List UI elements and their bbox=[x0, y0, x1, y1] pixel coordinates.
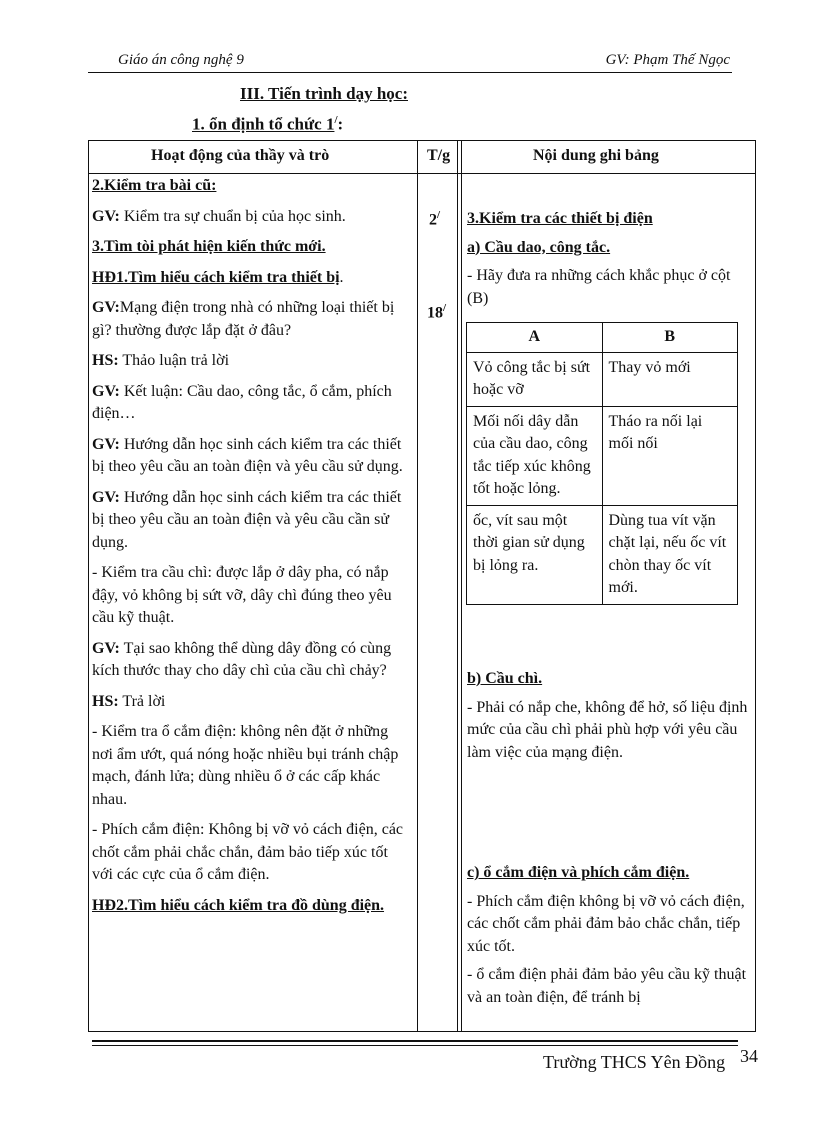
col-divider-3 bbox=[461, 141, 462, 1031]
right-heading-c: c) ổ cắm điện và phích cắm điện. bbox=[467, 864, 690, 881]
table-cell: Vỏ công tắc bị sứt hoặc vỡ bbox=[467, 352, 603, 406]
table-cell: Tháo ra nối lại mối nối bbox=[602, 406, 738, 505]
content-block-b bbox=[467, 668, 755, 770]
left-para-14: - Phích cắm điện: Không bị vỡ vỏ cách điện, các chốt cắm phải chắc chắn, đảm bảo tiếp xúc tốt với các cực của ổ cắm điện. bbox=[92, 821, 404, 883]
subsection-title bbox=[192, 114, 343, 135]
table-cell: Dùng tua vít vặn chặt lại, nếu ốc vít chòn thay ốc vít mới. bbox=[602, 505, 738, 604]
col-header-time: T/g bbox=[427, 147, 451, 164]
table-cell: ốc, vít sau một thời gian sử dụng bị lỏng ra. bbox=[467, 505, 603, 604]
header-subject: Giáo án công nghệ 9 bbox=[118, 52, 244, 68]
right-para-3: - Phích cắm điện không bị vỡ vỏ cách điện, các chốt cắm phải đảm bảo chắc chắn, tiếp xúc tốt. bbox=[467, 892, 745, 955]
table-row bbox=[467, 505, 738, 604]
col-divider-2 bbox=[457, 141, 458, 1031]
content-block-c bbox=[467, 862, 755, 1015]
left-para-12: HS: Trả lời bbox=[92, 692, 166, 710]
left-para-2: GV: Kiểm tra sự chuẩn bị của học sinh. bbox=[92, 207, 346, 225]
subsection-tail: : bbox=[337, 114, 344, 134]
left-para-10: - Kiểm tra cầu chì: được lắp ở dây pha, có nắp đậy, vỏ không bị sứt vỡ, dây chì đúng theo yêu cầu kỹ thuật. bbox=[92, 564, 392, 626]
left-heading-review: 2.Kiểm tra bài cũ: bbox=[92, 177, 217, 194]
prime-mark: / bbox=[334, 114, 338, 126]
col-header-activities: Hoạt động của thầy và trò bbox=[151, 147, 330, 164]
footer-rule-thick bbox=[92, 1040, 738, 1042]
right-para-4: - ổ cắm điện phải đảm bảo yêu cầu kỹ thuật và an toàn điện, để tránh bị bbox=[467, 966, 747, 1006]
subsection-label: 1. ổn định tổ chức 1 bbox=[192, 114, 335, 134]
left-para-9: GV: Hướng dẫn học sinh cách kiểm tra các thiết bị theo yêu cầu an toàn điện và yêu cầu cần sử dụng. bbox=[92, 488, 402, 551]
left-heading-hd2: HĐ2.Tìm hiểu cách kiểm tra đồ dùng điện. bbox=[92, 896, 385, 914]
header-teacher: GV: Phạm Thế Ngọc bbox=[605, 52, 730, 68]
table-row bbox=[467, 352, 738, 406]
right-para-1: - Hãy đưa ra những cách khắc phục ở cột (B) bbox=[467, 267, 731, 307]
left-para-8: GV: Hướng dẫn học sinh cách kiểm tra các thiết bị theo yêu cầu an toàn điện và yêu cầu sử dụng. bbox=[92, 435, 403, 475]
col-divider-1 bbox=[417, 141, 418, 1031]
fix-methods-table bbox=[466, 322, 738, 605]
table-cell: Thay vỏ mới bbox=[602, 352, 738, 406]
left-para-5: GV:Mạng điện trong nhà có những loại thiết bị gì? thường được lắp đặt ở đâu? bbox=[92, 299, 395, 339]
left-para-11: GV: Tại sao không thể dùng dây đồng có cùng kích thước thay cho dây chì của cầu chì chảy? bbox=[92, 639, 392, 679]
left-para-6: HS: Thảo luận trả lời bbox=[92, 352, 230, 369]
right-para-2: - Phải có nắp che, không để hở, số liệu định mức của cầu chì phải phù hợp với yêu cầu làm việc của mạng điện. bbox=[467, 698, 748, 761]
left-heading-discover: 3.Tìm tòi phát hiện kiến thức mới. bbox=[92, 238, 326, 255]
header-divider bbox=[88, 72, 732, 73]
inner-col-a: A bbox=[467, 323, 603, 353]
left-heading-hd1: HĐ1.Tìm hiểu cách kiểm tra thiết bị. bbox=[92, 268, 344, 286]
inner-col-b: B bbox=[602, 323, 738, 353]
section-title: III. Tiến trình dạy học: bbox=[240, 84, 408, 103]
activities-column bbox=[92, 175, 408, 925]
left-para-13: - Kiểm tra ổ cắm điện: không nên đặt ở những nơi ẩm ướt, quá nóng hoặc nhiều bụi tránh chập mạch, đánh lửa; dùng nhiều ổ ở các cấp khác nhau. bbox=[92, 723, 399, 808]
right-heading-b: b) Cầu chì. bbox=[467, 670, 543, 687]
col-header-content: Nội dung ghi bảng bbox=[533, 147, 659, 164]
time-18-minutes: 18/ bbox=[427, 302, 447, 322]
table-cell: Mối nối dây dẫn của cầu dao, công tắc tiếp xúc không tốt hoặc lỏng. bbox=[467, 406, 603, 505]
time-2-minutes: 2/ bbox=[429, 209, 441, 229]
header-row-divider bbox=[89, 173, 755, 174]
left-para-7: GV: Kết luận: Cầu dao, công tắc, ổ cắm, phích điện… bbox=[92, 382, 392, 422]
table-row bbox=[467, 406, 738, 505]
right-heading-a: a) Cầu dao, công tắc. bbox=[467, 238, 611, 256]
right-heading-3: 3.Kiểm tra các thiết bị điện bbox=[467, 210, 653, 227]
footer-rule-thin bbox=[92, 1045, 738, 1046]
content-block-a bbox=[467, 208, 755, 316]
page-number: 34 bbox=[740, 1046, 758, 1066]
footer-school: Trường THCS Yên Đồng bbox=[543, 1052, 726, 1072]
